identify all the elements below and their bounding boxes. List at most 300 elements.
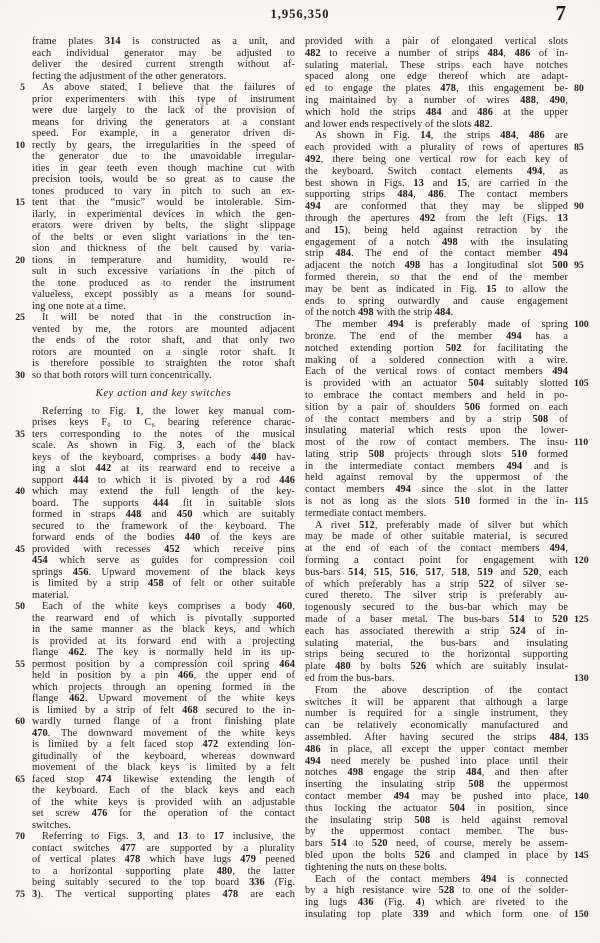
- text-line: [305, 720, 595, 732]
- line-number: 5: [20, 82, 25, 93]
- line-number-spacer: [5, 243, 32, 255]
- line-text: through the apertures 492 from the left (Figs. 13: [305, 212, 568, 224]
- line-text: ed to engage the plates 478, this engagement be-: [305, 83, 568, 95]
- line-text: in the same manner as the black keys, and which: [32, 624, 295, 635]
- line-number-spacer: [5, 498, 32, 510]
- text-line: [5, 797, 295, 809]
- text-line: [305, 449, 595, 461]
- line-number-spacer: [5, 440, 32, 452]
- line-text: is limited by a felt faced stop 472 extending lon-: [32, 739, 295, 750]
- line-number-spacer: [5, 751, 32, 763]
- line-number-spacer: [5, 347, 32, 359]
- text-line: [5, 693, 295, 705]
- line-text: of the contact members and by a strip 508 of: [305, 413, 568, 425]
- text-line: [5, 498, 295, 510]
- line-text: keys of the keyboard, comprises a body 440 hav-: [32, 451, 295, 463]
- line-text: rectly by gears, the irregularities in the speed of: [32, 139, 295, 151]
- text-line: [305, 803, 595, 815]
- line-text: of vertical plates 478 which have lugs 479 peened: [32, 854, 296, 865]
- text-line: [5, 785, 295, 797]
- text-line: [5, 48, 295, 60]
- line-number: 140: [574, 791, 589, 802]
- line-number-spacer: [568, 390, 595, 402]
- line-number-spacer: [5, 670, 32, 682]
- line-text: bars 514 to 520 need, of course, merely be assem-: [305, 838, 569, 850]
- line-number-spacer: [568, 661, 595, 673]
- text-line: [5, 831, 295, 843]
- text-line: [305, 343, 595, 355]
- line-number-spacer: [5, 739, 32, 751]
- line-number-spacer: [568, 579, 595, 591]
- line-number-spacer: [5, 808, 32, 820]
- text-line: [5, 659, 295, 671]
- line-number-spacer: [568, 414, 595, 426]
- line-number-spacer: [568, 543, 595, 555]
- line-text: ing one note at a time.: [32, 300, 126, 312]
- line-number-spacer: [568, 213, 595, 225]
- line-text: made of a baser metal. The bus-bars 514 to 520: [305, 614, 568, 626]
- line-number-spacer: [568, 862, 595, 874]
- line-number-spacer: [568, 60, 595, 72]
- line-number: 135: [574, 732, 589, 744]
- line-number-spacer: [568, 484, 595, 496]
- line-text: material.: [32, 589, 70, 601]
- text-line: [305, 36, 595, 48]
- line-number-spacer: [5, 94, 32, 106]
- line-number-spacer: [568, 189, 595, 201]
- text-line: [305, 142, 595, 154]
- line-text: making of a soldered connection with a wire.: [305, 354, 568, 366]
- text-line: [5, 739, 295, 751]
- text-line: [305, 60, 595, 72]
- line-number-spacer: [5, 854, 32, 866]
- line-number-spacer: [568, 366, 595, 378]
- text-line: [5, 209, 295, 221]
- line-number-spacer: [5, 278, 32, 290]
- line-text: of which preferably has a strip 522 of silver se-: [305, 578, 568, 590]
- text-line: [5, 452, 295, 464]
- line-text: the keyboard. Each of the black keys and each: [32, 785, 295, 796]
- line-number-spacer: [568, 826, 595, 838]
- line-number-spacer: [568, 472, 595, 484]
- text-line: [305, 331, 595, 343]
- text-line: [305, 95, 595, 107]
- line-text: which projects through an opening formed in the: [32, 681, 295, 693]
- line-text: fecting the adjustment of the other generators.: [32, 70, 227, 82]
- text-line: [5, 163, 295, 175]
- text-line: [5, 140, 295, 152]
- text-line: [5, 578, 295, 590]
- text-line: [305, 154, 595, 166]
- line-text: is limited by a strip of felt 468 secured to the in-: [32, 704, 295, 716]
- line-number: 75: [15, 888, 25, 900]
- line-number-spacer: [568, 685, 595, 697]
- line-text: faced stop 474 likewise extending the length of: [32, 773, 296, 785]
- text-line: [5, 624, 295, 636]
- line-number: 65: [15, 773, 25, 785]
- line-number-spacer: [5, 36, 32, 48]
- line-text: ed from the bus-bars.: [305, 673, 395, 685]
- text-line: [5, 36, 295, 48]
- line-text: gitudinally of the keyboard, whereas downward: [32, 750, 295, 762]
- line-text: Each of the vertical rows of contact members 494: [305, 366, 568, 378]
- line-number-spacer: [5, 128, 32, 140]
- text-line: [305, 307, 595, 319]
- line-number-spacer: [568, 237, 595, 249]
- line-text: lating strip 508 projects through slots 510 formed: [305, 448, 568, 460]
- text-line: [5, 486, 295, 498]
- line-text: each individual generator may be adjusted to: [32, 47, 295, 59]
- text-line: [5, 117, 295, 129]
- text-line: [305, 130, 595, 142]
- line-text: ters corresponding to the notes of the musical: [32, 428, 295, 440]
- line-number-spacer: [568, 649, 595, 661]
- line-text: springs 456. Upward movement of the black keys: [32, 566, 296, 578]
- text-line: [5, 762, 295, 774]
- text-line: [305, 779, 595, 791]
- line-text: by a high resistance wire 528 to one of the solder-: [305, 885, 568, 897]
- line-text: the keyboard. Switch contact elements 494, as: [305, 165, 568, 177]
- text-line: [5, 889, 295, 901]
- text-line: [305, 791, 595, 803]
- text-line: [5, 854, 295, 866]
- line-text: permost position by a compression coil spring 464: [32, 658, 295, 670]
- text-line: [5, 567, 295, 579]
- text-line: [305, 414, 595, 426]
- line-text: vented by me, the rotors are mounted adjacent: [32, 323, 295, 335]
- line-text: ing maintained by a number of wires 488, 490,: [305, 94, 568, 106]
- line-text: From the above description of the contact: [315, 684, 568, 696]
- line-text: supporting strips 484, 486. The contact members: [305, 189, 568, 201]
- line-text: Each of the white keys comprises a body 460,: [42, 601, 295, 612]
- line-number-spacer: [568, 425, 595, 437]
- text-line: [305, 685, 595, 697]
- line-number-spacer: [5, 266, 32, 278]
- line-number-spacer: [5, 209, 32, 221]
- line-number-spacer: [568, 461, 595, 473]
- line-number-spacer: [568, 638, 595, 650]
- line-number-spacer: [568, 178, 595, 190]
- line-text: bus-bars 514, 515, 516, 517, 518, 519 and 520, each: [305, 566, 569, 578]
- line-number: 60: [15, 716, 25, 727]
- text-line: [5, 243, 295, 255]
- line-number-spacer: [568, 296, 595, 308]
- line-text: 454 which serve as guides for compression coil: [32, 555, 295, 566]
- text-line: [5, 335, 295, 347]
- line-number-spacer: [568, 885, 595, 897]
- line-text: notched extending portion 502 for facilitating the: [305, 342, 568, 354]
- text-line: [5, 705, 295, 717]
- line-number-spacer: [5, 797, 32, 809]
- line-number-spacer: [568, 602, 595, 614]
- text-line: [5, 312, 295, 324]
- text-line: [5, 324, 295, 336]
- line-number-spacer: [568, 567, 595, 579]
- line-number-spacer: [568, 720, 595, 732]
- text-line: [5, 682, 295, 694]
- text-line: [5, 370, 295, 382]
- line-number-spacer: [5, 452, 32, 464]
- line-text: sulating material, the bus-bars and insulating: [305, 637, 568, 649]
- line-text: can be relatively economically manufactured and: [305, 720, 568, 732]
- patent-number: 1,956,350: [270, 7, 330, 21]
- text-line: [5, 174, 295, 186]
- line-number-spacer: [5, 289, 32, 301]
- line-number-spacer: [568, 697, 595, 709]
- line-text: 494 need merely be pushed into place until their: [305, 755, 568, 767]
- text-line: [5, 716, 295, 728]
- text-line: [5, 197, 295, 209]
- line-number-spacer: [568, 708, 595, 720]
- text-line: [305, 590, 595, 602]
- line-text: is provided at its forward end with a projecting: [32, 635, 295, 647]
- line-number-spacer: [568, 166, 595, 178]
- text-line: [305, 484, 595, 496]
- line-text: plate 480 by bolts 526 which are suitably insulat-: [305, 661, 569, 673]
- line-text: and 15), being held against retraction by the: [305, 224, 568, 236]
- heading-text: Key action and key switches: [95, 388, 232, 399]
- line-text: tent that the “music” would be intolerable. Sim-: [32, 197, 295, 208]
- line-text: provided with recesses 452 which receive pins: [32, 543, 295, 555]
- line-text: insulating top plate 339 and which form one of: [305, 908, 569, 920]
- line-number-spacer: [5, 521, 32, 533]
- line-number-spacer: [5, 220, 32, 232]
- line-text: Referring to Figs. 3, and 13 to 17 inclusive, the: [42, 831, 295, 842]
- line-number-spacer: [568, 225, 595, 237]
- text-line: [305, 272, 595, 284]
- line-number: 30: [15, 369, 25, 381]
- line-text: ing a slot 442 at its rearward end to receive a: [32, 463, 295, 474]
- text-line: [5, 877, 295, 889]
- line-number-spacer: [568, 95, 595, 107]
- text-line: [5, 82, 295, 94]
- line-number-spacer: [5, 48, 32, 60]
- text-line: [305, 319, 595, 331]
- text-line: [5, 532, 295, 544]
- line-number-spacer: [5, 624, 32, 636]
- line-text: formed therein, so that the end of the member: [305, 271, 568, 283]
- text-line: [305, 48, 595, 60]
- line-text: being suitably secured to the top board 336 (Fig.: [32, 877, 295, 888]
- text-line: [305, 248, 595, 260]
- line-text: sult in such excessive variations in the pitch of: [32, 266, 295, 277]
- line-number-spacer: [568, 130, 595, 142]
- text-line: [5, 429, 295, 441]
- text-line: [5, 278, 295, 290]
- page-number: 7: [555, 1, 566, 25]
- line-text: bled upon the bolts 526 and clamped in place by: [305, 849, 568, 861]
- line-text: secured to the framework of the keyboard. The: [32, 520, 295, 532]
- line-number: 100: [574, 319, 589, 331]
- page-header: [0, 0, 600, 34]
- line-number-spacer: [568, 71, 595, 83]
- text-line: [305, 237, 595, 249]
- text-line: [305, 732, 595, 744]
- text-line: [5, 647, 295, 659]
- line-text: ing lugs 436 (Fig. 4) which are riveted to the: [305, 897, 569, 909]
- text-line: [5, 475, 295, 487]
- line-number-spacer: [5, 59, 32, 71]
- line-text: prises keys F₀ to C₆ bearing reference charac-: [32, 417, 295, 428]
- line-number: 150: [574, 908, 589, 920]
- text-line: [305, 826, 595, 838]
- line-number: 85: [574, 142, 584, 154]
- line-text: 482 to receive a number of strips 484, 486 of in-: [305, 47, 568, 59]
- line-number: 80: [574, 83, 584, 95]
- line-number-spacer: [5, 105, 32, 117]
- line-number: 145: [574, 849, 589, 861]
- text-line: [305, 260, 595, 272]
- right-column: [305, 36, 595, 921]
- line-number-spacer: [568, 331, 595, 343]
- line-number-spacer: [5, 509, 32, 521]
- text-line: [5, 255, 295, 267]
- line-number-spacer: [5, 866, 32, 878]
- text-line: [305, 661, 595, 673]
- text-line: [305, 496, 595, 508]
- line-number-spacer: [568, 838, 595, 850]
- line-text: the ends of the rotor shaft, and that only two: [32, 335, 295, 346]
- line-text: is not as long as the slots 510 formed in the in-: [305, 496, 568, 508]
- line-number-spacer: [5, 636, 32, 648]
- text-line: [5, 555, 295, 567]
- line-number: 95: [574, 260, 584, 272]
- line-number-spacer: [5, 843, 32, 855]
- text-line: [305, 897, 595, 909]
- text-line: [5, 463, 295, 475]
- line-number-spacer: [5, 567, 32, 579]
- text-line: [5, 544, 295, 556]
- text-line: [305, 119, 595, 131]
- line-text: support 444 to which it is pivoted by a rod 446: [32, 474, 296, 486]
- line-text: thus locking the actuator 504 in position, since: [305, 802, 569, 814]
- line-number: 45: [15, 543, 25, 555]
- line-text: As shown in Fig. 14, the strips 484, 486 are: [315, 130, 568, 142]
- line-number: 125: [574, 614, 589, 626]
- text-line: [305, 649, 595, 661]
- text-line: [5, 590, 295, 602]
- text-line: [305, 437, 595, 449]
- line-number-spacer: [5, 785, 32, 797]
- text-line: [305, 390, 595, 402]
- text-line: [305, 579, 595, 591]
- line-text: A rivet 512, preferably made of silver but which: [315, 519, 568, 531]
- text-line: [305, 602, 595, 614]
- text-line: [305, 284, 595, 296]
- text-line: [5, 347, 295, 359]
- line-number-spacer: [5, 728, 32, 740]
- line-number-spacer: [5, 578, 32, 590]
- line-number-spacer: [568, 626, 595, 638]
- text-line: [305, 83, 595, 95]
- line-text: contact switches 477 are supported by a plurality: [32, 842, 295, 854]
- text-line: [5, 774, 295, 786]
- line-text: each provided with a plurality of rows of apertures: [305, 142, 568, 154]
- line-number-spacer: [568, 803, 595, 815]
- line-text: strip 484. The end of the contact member 494: [305, 248, 568, 260]
- text-columns: [0, 34, 600, 921]
- text-line: [5, 128, 295, 140]
- line-number: 15: [15, 197, 25, 208]
- line-text: termediate contact members.: [305, 507, 427, 519]
- text-line: [305, 178, 595, 190]
- text-line: [305, 815, 595, 827]
- line-number-spacer: [568, 520, 595, 532]
- line-number-spacer: [568, 154, 595, 166]
- line-number-spacer: [568, 531, 595, 543]
- line-text: set screw 476 for the operation of the contact: [32, 808, 295, 819]
- line-number-spacer: [5, 324, 32, 336]
- text-line: [305, 472, 595, 484]
- line-number: 110: [574, 437, 589, 449]
- line-text: prior experimenters with this type of instrument: [32, 93, 295, 105]
- text-line: [5, 866, 295, 878]
- line-text: provided with a pair of elongated vertical slots: [305, 36, 568, 47]
- line-number-spacer: [5, 475, 32, 487]
- line-text: 492, there being one vertical row for each key of: [305, 153, 568, 165]
- line-number: 115: [574, 496, 589, 508]
- text-line: [305, 850, 595, 862]
- line-number-spacer: [5, 117, 32, 129]
- text-line: [305, 555, 595, 567]
- line-number-spacer: [568, 897, 595, 909]
- line-text: Referring to Fig. 1, the lower key manual com-: [42, 405, 295, 417]
- line-text: may be bent as indicated in Fig. 15 to allow the: [305, 283, 568, 295]
- line-number-spacer: [568, 756, 595, 768]
- text-line: [305, 638, 595, 650]
- line-text: forward ends of the bodies 440 of the keys are: [32, 532, 295, 543]
- text-line: [5, 820, 295, 832]
- line-text: erators were driven by belts, the slight slippage: [32, 220, 295, 231]
- line-number-spacer: [5, 647, 32, 659]
- line-number-spacer: [568, 815, 595, 827]
- text-line: [305, 378, 595, 390]
- text-line: [5, 843, 295, 855]
- line-text: assembled. After having secured the strips 484,: [305, 732, 568, 744]
- line-number: 10: [15, 139, 25, 151]
- line-text: contact member 494 may be pushed into place,: [305, 791, 568, 802]
- line-text: spaced along one edge thereof which are adapt-: [305, 71, 568, 83]
- line-number-spacer: [568, 874, 595, 886]
- line-number-spacer: [568, 107, 595, 119]
- line-text: speed. For example, in a generator driven di-: [32, 128, 295, 139]
- text-line: [5, 358, 295, 370]
- line-text: of the white keys is provided with an adjustable: [32, 796, 295, 808]
- text-line: [305, 508, 595, 520]
- line-text: tightening the nuts on these bolts.: [305, 861, 447, 873]
- section-heading: [5, 388, 295, 400]
- text-line: [5, 601, 295, 613]
- line-number: 120: [574, 555, 589, 567]
- line-text: The member 494 is preferably made of spring: [315, 319, 568, 331]
- text-line: [5, 440, 295, 452]
- text-line: [305, 355, 595, 367]
- line-number: 90: [574, 201, 584, 213]
- line-text: ities in gear teeth even though machine cut with: [32, 162, 295, 174]
- text-line: [5, 301, 295, 313]
- text-line: [5, 417, 295, 429]
- line-text: forming a contact point for engagement with: [305, 555, 568, 567]
- text-line: [305, 461, 595, 473]
- line-number: 50: [15, 601, 25, 612]
- line-text: frame plates 314 is constructed as a unit, and: [32, 36, 295, 47]
- text-line: [5, 509, 295, 521]
- line-text: most of the row of contact members. The insu-: [305, 437, 568, 449]
- text-line: [305, 567, 595, 579]
- line-text: rotors are mounted on a single rotor shaft. It: [32, 346, 295, 358]
- text-line: [305, 225, 595, 237]
- line-number-spacer: [5, 163, 32, 175]
